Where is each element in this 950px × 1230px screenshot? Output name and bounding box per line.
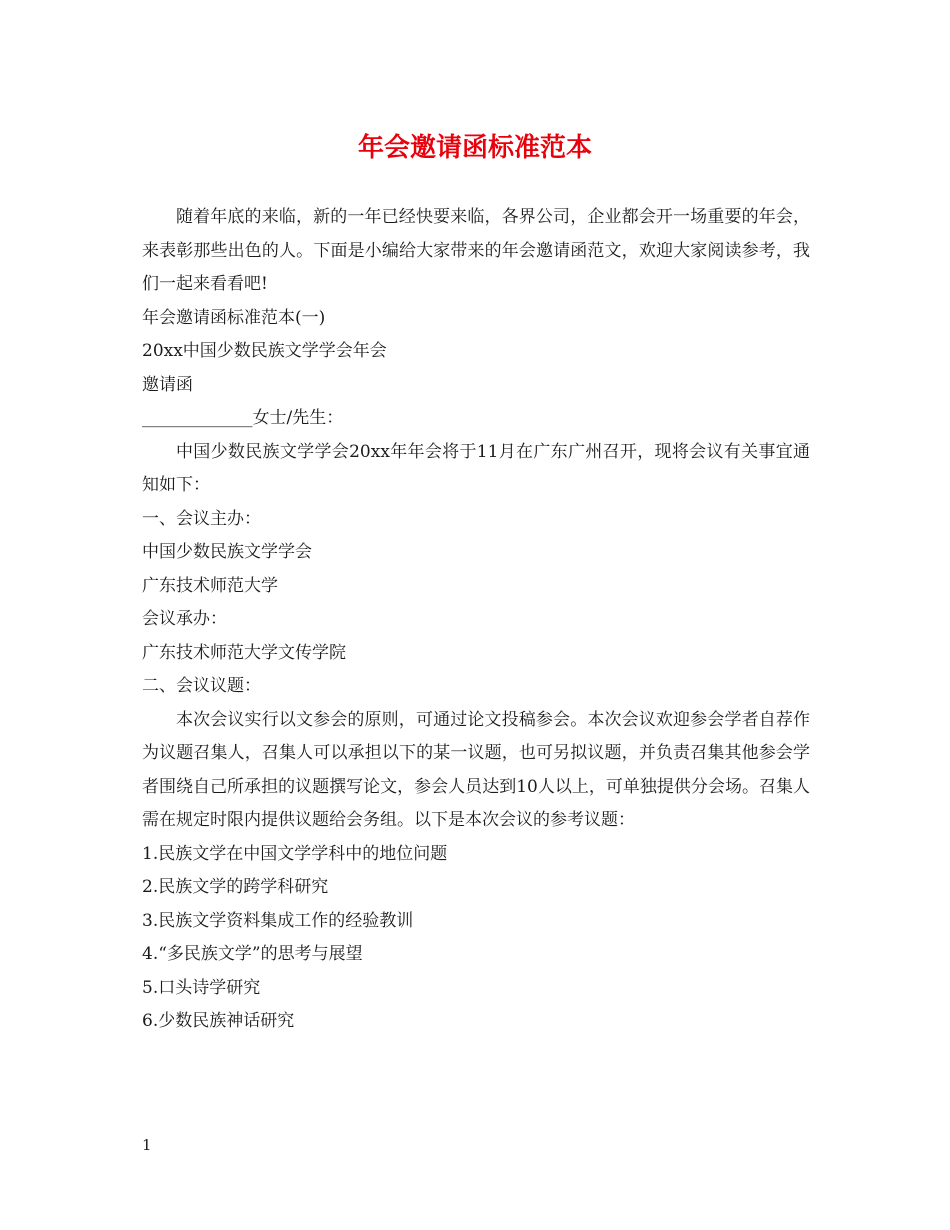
co-organizer-label: 会议承办： [142,609,227,629]
organizer-item: 广东技术师范大学 [142,575,278,596]
co-organizer-item: 广东技术师范大学文传学院 [142,642,346,663]
topics-paragraph: 本次会议实行以文参会的原则，可通过论文投稿参会。本次会议欢迎参会学者自荐作为议题召集人，召集人可以承担以下的某一议题，也可另拟议题，并负责召集其他参会学者围绕自己所承担的议题撰写论文，参会人员达到10人以上，可单独提供分会场。召集人需在规定时限内提供议题给会务组。以下是本次会议的参考议题： [142,709,810,830]
topic-item: 5.口头诗学研究 [142,977,261,998]
section-organizer-heading: 一、会议主办： [142,508,261,529]
sample-heading: 年会邀请函标准范本(一) [142,307,326,328]
topic-item: 1.民族文学在中国文学学科中的地位问题 [142,843,448,864]
page-number: 1 [142,1136,152,1154]
intro-paragraph: 随着年底的来临，新的一年已经快要来临，各界公司，企业都会开一场重要的年会，来表彰那些出色的人。下面是小编给大家带来的年会邀请函范文，欢迎大家阅读参考，我们一起来看看吧! [142,207,810,294]
notice-paragraph: 中国少数民族文学学会20xx年年会将于11月在广东广州召开，现将会议有关事宜通知如下： [142,441,810,495]
organizer-item: 中国少数民族文学学会 [142,542,312,562]
letter-label: 邀请函 [142,374,193,395]
topic-item: 4.“多民族文学”的思考与展望 [142,944,363,964]
event-name: 20xx中国少数民族文学学会年会 [142,341,387,361]
document-title: 年会邀请函标准范本 [357,133,592,163]
section-topics-heading: 二、会议议题： [142,676,261,696]
document-body [142,201,810,1039]
topic-item: 6.少数民族神话研究 [142,1011,295,1031]
salutation-line: _____________女士/先生： [142,408,344,428]
topic-item: 3.民族文学资料集成工作的经验教训 [142,910,414,931]
topic-item: 2.民族文学的跨学科研究 [142,877,329,897]
